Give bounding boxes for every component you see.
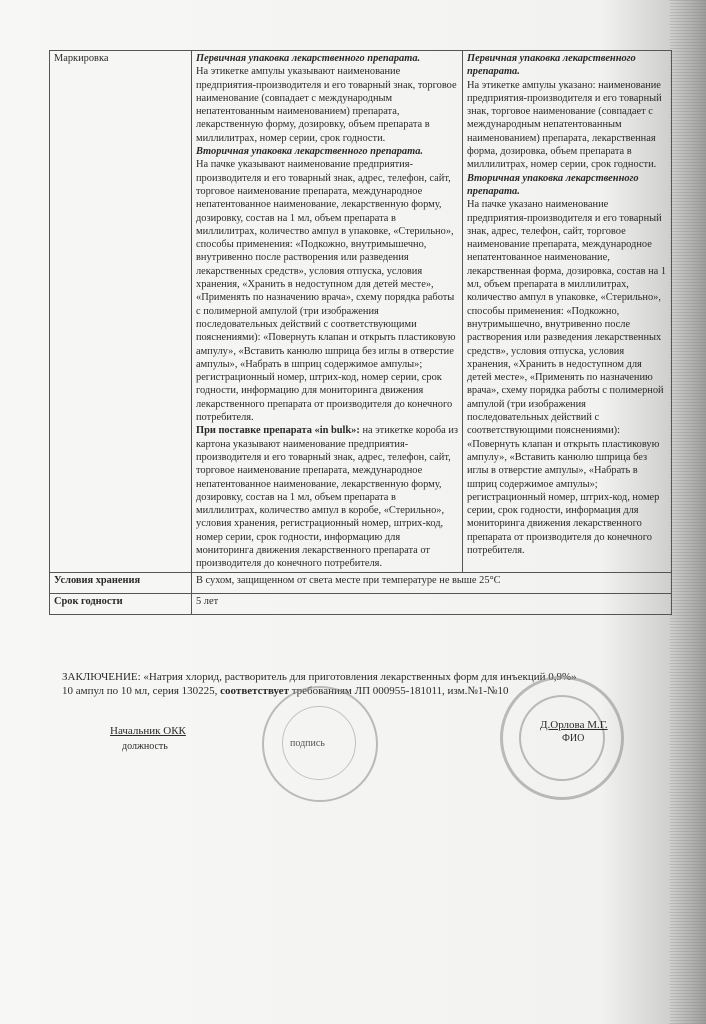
conclusion-verdict: соответствует (220, 685, 289, 697)
specification-table (49, 50, 672, 615)
left-bulk-title: При поставке препарата «in bulk»: (196, 425, 360, 437)
conclusion-batch: 10 ампул по 10 мл, серия 130225, (62, 685, 218, 697)
marking-requirements (192, 51, 463, 573)
right-secondary-text: На пачке указано наименование предприятия-производителя и его товарный знак, адрес, телефон, сайт, торговое наименование препарата, международное непатентованное наименование, лекарственная форма, дозировка, состав на 1 мл, объем препарата в миллилитрах, количество ампул в упаковке, «Стерильно», способы применения: «Подкожно, внутримышечно, внутривенно после растворения или разведения лекарственных средств», условия отпуска, условия хранения, «Хранить в недоступном для детей месте», «Применять по назначению врача», схему порядка работы с полимерной ампулой (три изображения последовательных действий с соответствующими пояснениями): «Повернуть клапан и открыть пластиковую ампулу», «Вставить канюлю шприца без иглы в отверстие ампулы», «Набрать в шприц содержимое ампулы»; регистрационный номер, штрих-код, номер серии, срок годности, информация для мониторинга движения лекарственного препарата от производителя до конечного потребителя. (467, 199, 667, 556)
signatory-name-block (540, 718, 608, 746)
left-primary-text: На этикетке ампулы указывают наименование предприятия-производителя и его товарный знак, торговое наименование (совпадает с международным непатентованным наименованием) препарата, лекарственную форму, дозировку, объем препарата в миллилитрах, номер серии, срок годности. (196, 66, 457, 144)
right-primary-text: На этикетке ампулы указано: наименование предприятия-производителя и его товарный знак, торговое наименование (совпадает с международным непатентованным наименованием) препарата, лекарственная форма, дозировка, объем препарата в миллилитрах, номер серии, срок годности. (467, 79, 662, 171)
shelf-life-value: 5 лет (192, 593, 672, 614)
marking-label: Маркировка (50, 51, 192, 573)
right-primary-title: Первичная упаковка лекарственного препарата. (467, 53, 636, 78)
shelf-life-label: Срок годности (50, 593, 192, 614)
left-secondary-title: Вторичная упаковка лекарственного препарата. (196, 146, 423, 158)
signature-block (110, 724, 186, 754)
name-caption: ФИО (562, 733, 585, 744)
left-primary-title: Первичная упаковка лекарственного препарата. (196, 53, 421, 64)
signatory-name: Д.Орлова М.Г. (540, 719, 608, 731)
right-secondary-title: Вторичная упаковка лекарственного препарата. (467, 172, 639, 197)
conclusion-standard: требованиям ЛП 000955-181011, изм.№1-№10 (291, 685, 509, 697)
table-row-shelf-life (50, 593, 672, 614)
table-row-storage (50, 572, 672, 593)
signatory-position: Начальник ОКК (110, 725, 186, 737)
storage-label: Условия хранения (50, 572, 192, 593)
scan-edge-shadow (670, 0, 706, 1024)
table-row-marking (50, 51, 672, 573)
conclusion-product: «Натрия хлорид, растворитель для приготовления лекарственных форм для инъекций 0,9%» (143, 671, 577, 683)
storage-value: В сухом, защищенном от света месте при температуре не выше 25°С (192, 572, 672, 593)
conclusion-prefix: ЗАКЛЮЧЕНИЕ: (62, 671, 141, 683)
sign-caption: подпись (290, 738, 325, 749)
position-caption: должность (122, 741, 168, 752)
left-bulk-text: на этикетке короба из картона указывают наименование предприятия-производителя и его товарный знак, адрес, телефон, сайт, торговое наименование препарата, международное непатентованное наименование, лекарственную форму, дозировку, состав на 1 мл, объем препарата в миллилитрах, количество ампул в коробе, «Стерильно», условия хранения, регистрационный номер, штрих-код, номер серии, срок годности, информацию для мониторинга движения лекарственного препарата от производителя до конечного потребителя. (196, 425, 458, 570)
marking-actual (463, 51, 672, 573)
left-secondary-text: На пачке указывают наименование предприятия-производителя и его товарный знак, адрес, телефон, сайт, торговое наименование препарата, международное непатентованное наименование, лекарственную форму, дозировку, состав на 1 мл, объем препарата в миллилитрах, количество ампул в упаковке, «Стерильно», способы применения: «Подкожно, внутримышечно, внутривенно после растворения или разведения лекарственных средств», условия отпуска, условия хранения, «Хранить в недоступном для детей месте», «Применять по назначению врача», схему порядка работы с полимерной ампулой (три изображения последовательных действий с соответствующими пояснениями): «Повернуть клапан и открыть пластиковую ампулу», «Вставить канюлю шприца без иглы в отверстие ампулы», «Набрать в шприц содержимое ампулы»; регистрационный номер, штрих-код, номер серии, срок годности, информацию для мониторинга движения лекарственного препарата от производителя до конечного потребителя. (196, 159, 456, 424)
